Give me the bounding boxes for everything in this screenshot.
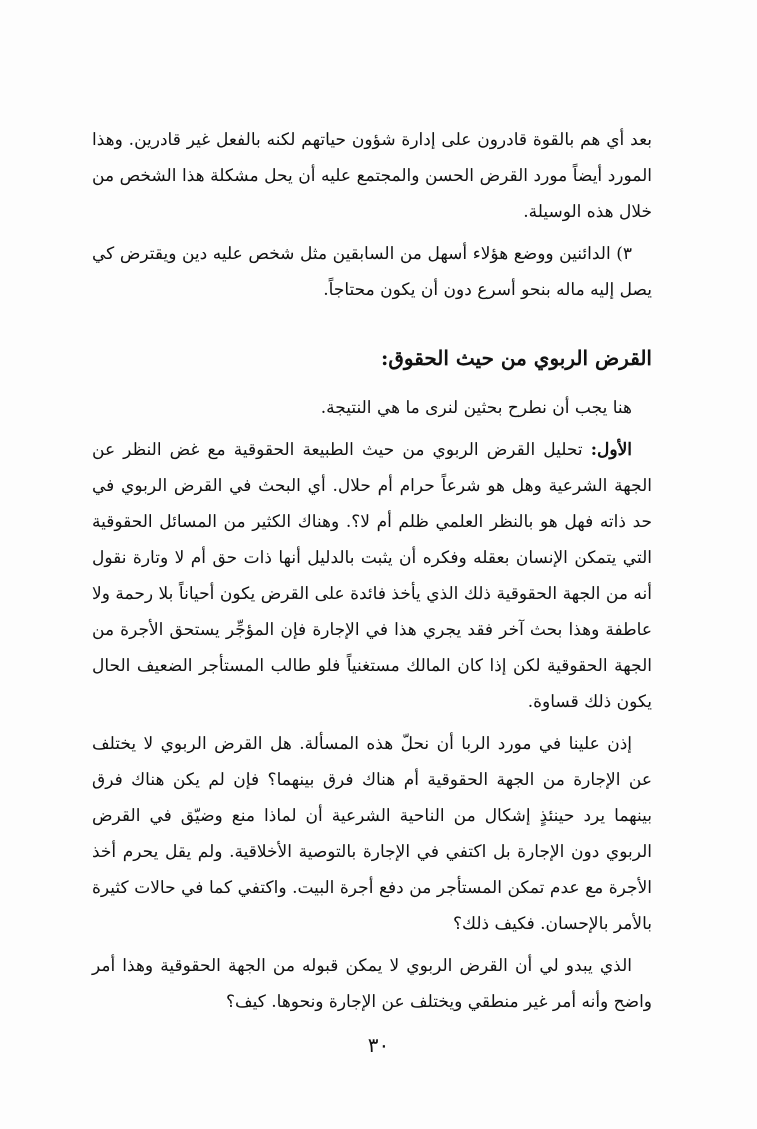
paragraph-2: ٣) الدائنين ووضع هؤلاء أسهل من السابقين مثل شخص عليه دين ويقترض كي يصل إليه ماله بنحو أسرع دون أن يكون محتاجاً.: [92, 244, 652, 300]
paragraph-1: بعد أي هم بالقوة قادرون على إدارة شؤون حياتهم لكنه بالفعل غير قادرين. وهذا المورد أيضاً مورد القرض الحسن والمجتمع عليه أن يحل مشكلة هذا الشخص من خلال هذه الوسيلة.: [92, 130, 652, 222]
paragraph-3: هنا يجب أن نطرح بحثين لنرى ما هي النتيجة.: [320, 398, 632, 418]
top-text-block: [92, 122, 652, 308]
paragraph-4: [92, 432, 652, 720]
body-text-block: [92, 390, 652, 1020]
paragraph-4-body: تحليل القرض الربوي من حيث الطبيعة الحقوقية مع غض النظر عن الجهة الشرعية وهل هو شرعاً حرام أم حلال. أي البحث في القرض الربوي في حد ذاته فهل هو بالنظر العلمي ظلم أم لا؟. وهناك الكثير من المسائل الحقوقية التي يتمكن الإنسان بعقله وفكره أن يثبت بالدليل أنها ذات حق أم لا وتارة نقول أنه من الجهة الحقوقية ذلك الذي يأخذ فائدة على القرض يكون أحياناً بلا رحمة ولا عاطفة وهذا بحث آخر فقد يجري هذا في الإجارة فإن المؤجِّر يستحق الأجرة من الجهة الحقوقية لكن إذا كان المالك مستغنياً فلو طالب المستأجر الضعيف الحال يكون ذلك قساوة.: [92, 440, 652, 712]
paragraph-6: الذي يبدو لي أن القرض الربوي لا يمكن قبوله من الجهة الحقوقية وهذا أمر واضح وأنه أمر غير منطقي ويختلف عن الإجارة ونحوها. كيف؟: [92, 956, 652, 1012]
section-heading: القرض الربوي من حيث الحقوق:: [381, 346, 652, 370]
paragraph-5: إذن علينا في مورد الربا أن نحلّ هذه المسألة. هل القرض الربوي لا يختلف عن الإجارة من الجهة الحقوقية أم هناك فرق بينهما؟ فإن لم يكن هناك فرق بينهما يرد حينئذٍ إشكال من الناحية الشرعية أن لماذا منع وضيّق في القرض الربوي دون الإجارة بل اكتفي في الإجارة بالتوصية الأخلاقية. ولم يقل يحرم أخذ الأجرة مع عدم تمكن المستأجر من دفع أجرة البيت. واكتفي كما في حالات كثيرة بالأمر بالإحسان. فكيف ذلك؟: [92, 734, 652, 934]
paragraph-4-lead: الأول:: [590, 440, 632, 460]
page-number: ٣٠: [367, 1033, 390, 1057]
